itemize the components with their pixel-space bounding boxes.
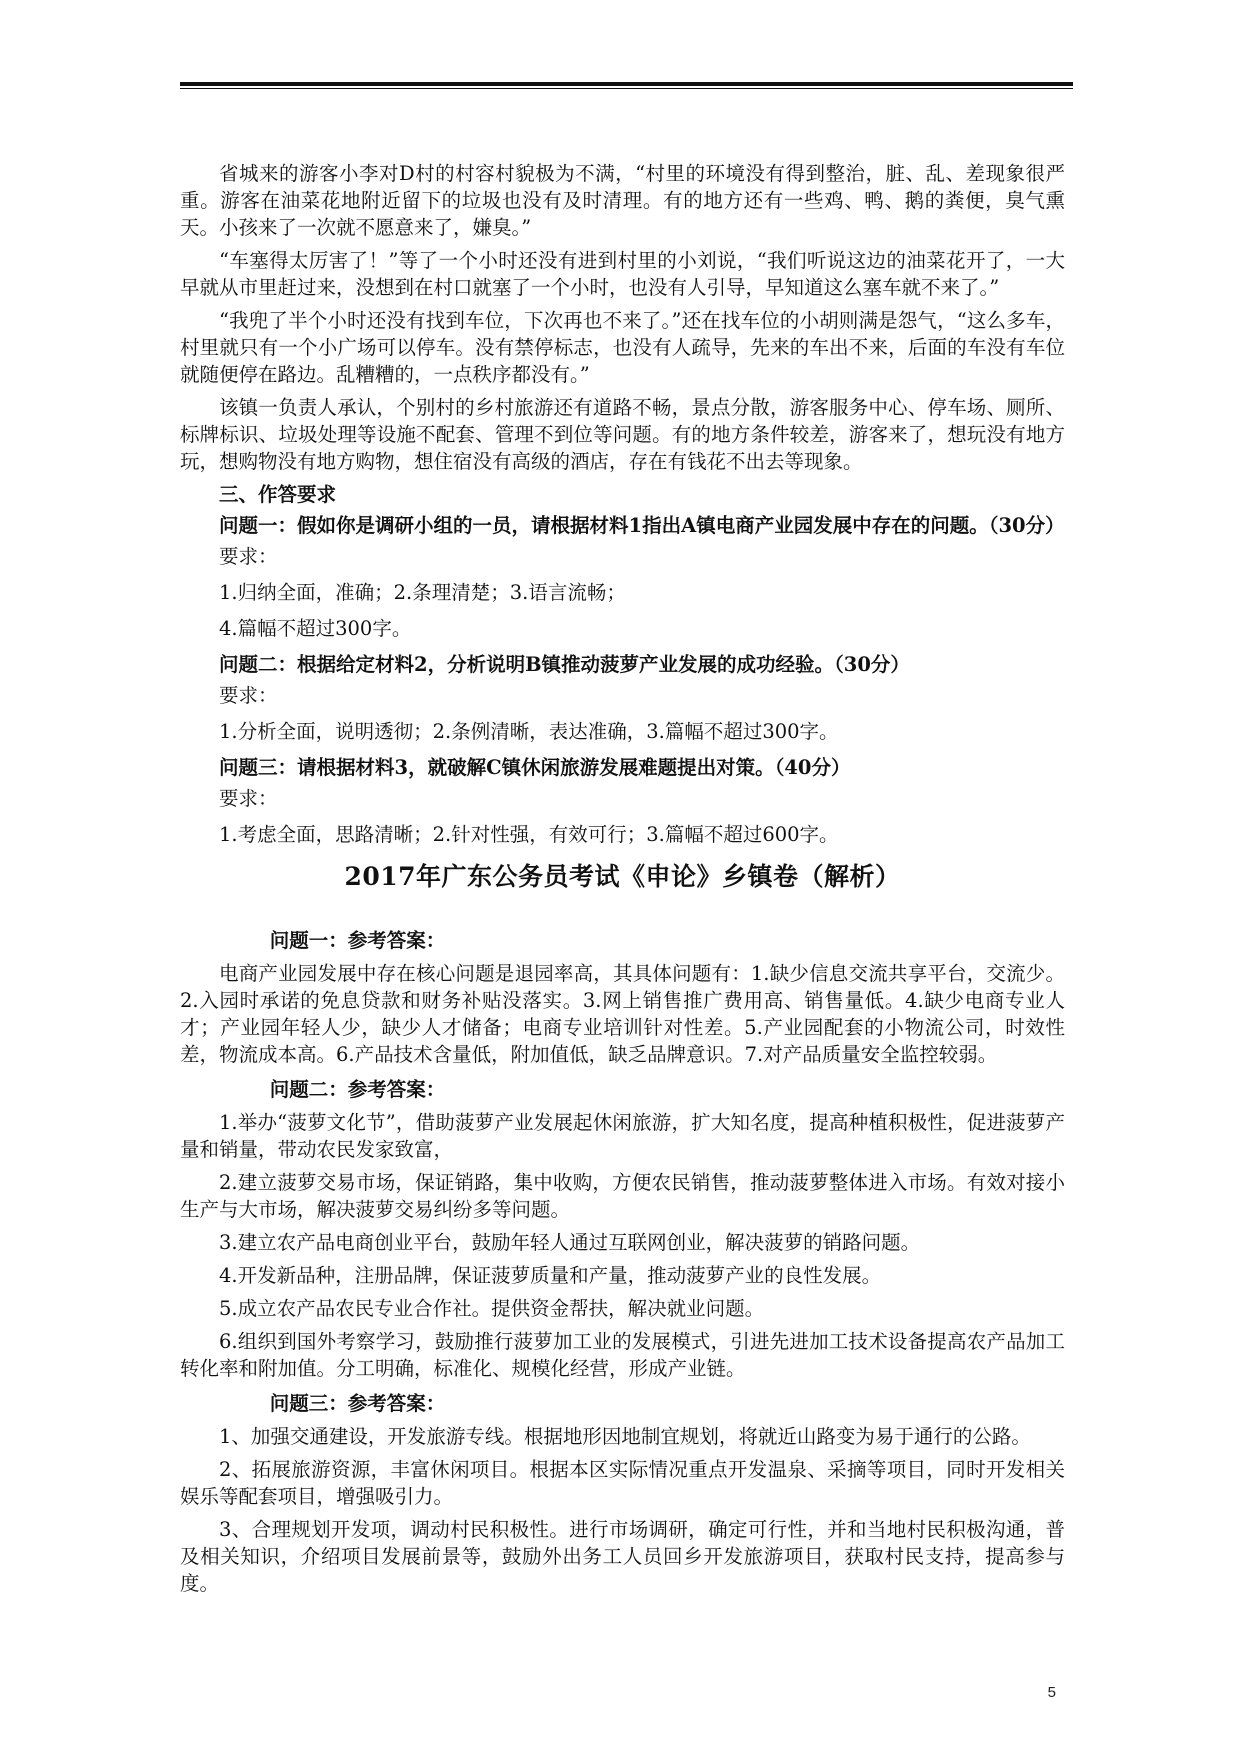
analysis-title: 2017年广东公务员考试《申论》乡镇卷（解析） xyxy=(344,862,901,891)
requirement-label: 要求： xyxy=(219,684,278,707)
answer-2-item: 4.开发新品种，注册品牌，保证菠萝质量和产量，推动菠萝产业的良性发展。 xyxy=(219,1264,882,1287)
requirement-label: 要求： xyxy=(219,787,278,810)
answer-2-item: 1.举办“菠萝文化节”，借助菠萝产业发展起休闲旅游，扩大知名度，提高种植积极性，促进菠萝产量和销量，带动农民发家致富， xyxy=(180,1111,1065,1161)
answer-2-item: 3.建立农产品电商创业平台，鼓励年轻人通过互联网创业，解决菠萝的销路问题。 xyxy=(219,1231,921,1254)
answer-3-heading: 问题三：参考答案： xyxy=(269,1392,446,1415)
paragraph: “车塞得太厉害了！”等了一个小时还没有进到村里的小刘说，“我们听说这边的油菜花开了，一大早就从市里赶过来，没想到在村口就塞了一个小时，也没有人引导，早知道这么塞车就不来了。” xyxy=(180,249,1065,299)
question-1: 问题一：假如你是调研小组的一员，请根据材料1指出A镇电商产业园发展中存在的问题。（30分） xyxy=(219,514,1065,537)
question-3: 问题三：请根据材料3，就破解C镇休闲旅游发展难题提出对策。（40分） xyxy=(219,756,851,779)
answer-3-item: 3、合理规划开发项，调动村民积极性。进行市场调研，确定可行性，并和当地村民积极沟通，普及相关知识，介绍项目发展前景等，鼓励外出务工人员回乡开发旅游项目，获取村民支持，提高参与度。 xyxy=(180,1518,1065,1595)
requirement-item: 4.篇幅不超过300字。 xyxy=(219,617,412,640)
requirement-item: 1.考虑全面，思路清晰；2.针对性强，有效可行；3.篇幅不超过600字。 xyxy=(219,823,839,846)
header-rule-thick xyxy=(180,82,1073,86)
page-number: 5 xyxy=(1047,1684,1056,1701)
paragraph: 省城来的游客小李对D村的村容村貌极为不满，“村里的环境没有得到整治，脏、乱、差现象很严重。游客在油菜花地附近留下的垃圾也没有及时清理。有的地方还有一些鸡、鸭、鹅的粪便，臭气熏天。小孩来了一次就不愿意来了，嫌臭。” xyxy=(180,162,1065,239)
section-heading: 三、作答要求 xyxy=(219,483,337,506)
answer-2-heading: 问题二：参考答案： xyxy=(269,1078,446,1101)
paragraph: 该镇一负责人承认，个别村的乡村旅游还有道路不畅，景点分散，游客服务中心、停车场、厕所、标牌标识、垃圾处理等设施不配套、管理不到位等问题。有的地方条件较差，游客来了，想玩没有地方玩，想购物没有地方购物，想住宿没有高级的酒店，存在有钱花不出去等现象。 xyxy=(180,396,1065,473)
requirement-item: 1.分析全面，说明透彻；2.条例清晰，表达准确，3.篇幅不超过300字。 xyxy=(219,720,839,743)
answer-2-item: 2.建立菠萝交易市场，保证销路，集中收购，方便农民销售，推动菠萝整体进入市场。有效对接小生产与大市场，解决菠萝交易纠纷多等问题。 xyxy=(180,1171,1065,1221)
page-content xyxy=(180,160,1065,1603)
answer-3-item: 2、拓展旅游资源，丰富休闲项目。根据本区实际情况重点开发温泉、采摘等项目，同时开发相关娱乐等配套项目，增强吸引力。 xyxy=(180,1458,1065,1508)
answer-1-text: 电商产业园发展中存在核心问题是退园率高，其具体问题有：1.缺少信息交流共享平台，交流少。2.入园时承诺的免息贷款和财务补贴没落实。3.网上销售推广费用高、销售量低。4.缺少电商专业人才；产业园年轻人少，缺少人才储备；电商专业培训针对性差。5.产业园配套的小物流公司，时效性差，物流成本高。6.产品技术含量低，附加值低，缺乏品牌意识。7.对产品质量安全监控较弱。 xyxy=(180,962,1065,1066)
answer-3-item: 1、加强交通建设，开发旅游专线。根据地形因地制宜规划，将就近山路变为易于通行的公路。 xyxy=(219,1425,1031,1448)
paragraph: “我兜了半个小时还没有找到车位，下次再也不来了。”还在找车位的小胡则满是怨气，“这么多车，村里就只有一个小广场可以停车。没有禁停标志，也没有人疏导，先来的车出不来，后面的车没有车位就随便停在路边。乱糟糟的，一点秩序都没有。” xyxy=(180,309,1065,386)
question-2: 问题二：根据给定材料2，分析说明B镇推动菠萝产业发展的成功经验。（30分） xyxy=(219,653,910,676)
answer-2-item: 6.组织到国外考察学习，鼓励推行菠萝加工业的发展模式，引进先进加工技术设备提高农产品加工转化率和附加值。分工明确，标准化、规模化经营，形成产业链。 xyxy=(180,1330,1065,1380)
answer-2-item: 5.成立农产品农民专业合作社。提供资金帮扶，解决就业问题。 xyxy=(219,1297,765,1320)
header-rule-thin xyxy=(180,88,1073,89)
requirement-label: 要求： xyxy=(219,545,278,568)
requirement-item: 1.归纳全面，准确；2.条理清楚；3.语言流畅； xyxy=(219,581,626,604)
answer-1-heading: 问题一：参考答案： xyxy=(269,929,446,952)
